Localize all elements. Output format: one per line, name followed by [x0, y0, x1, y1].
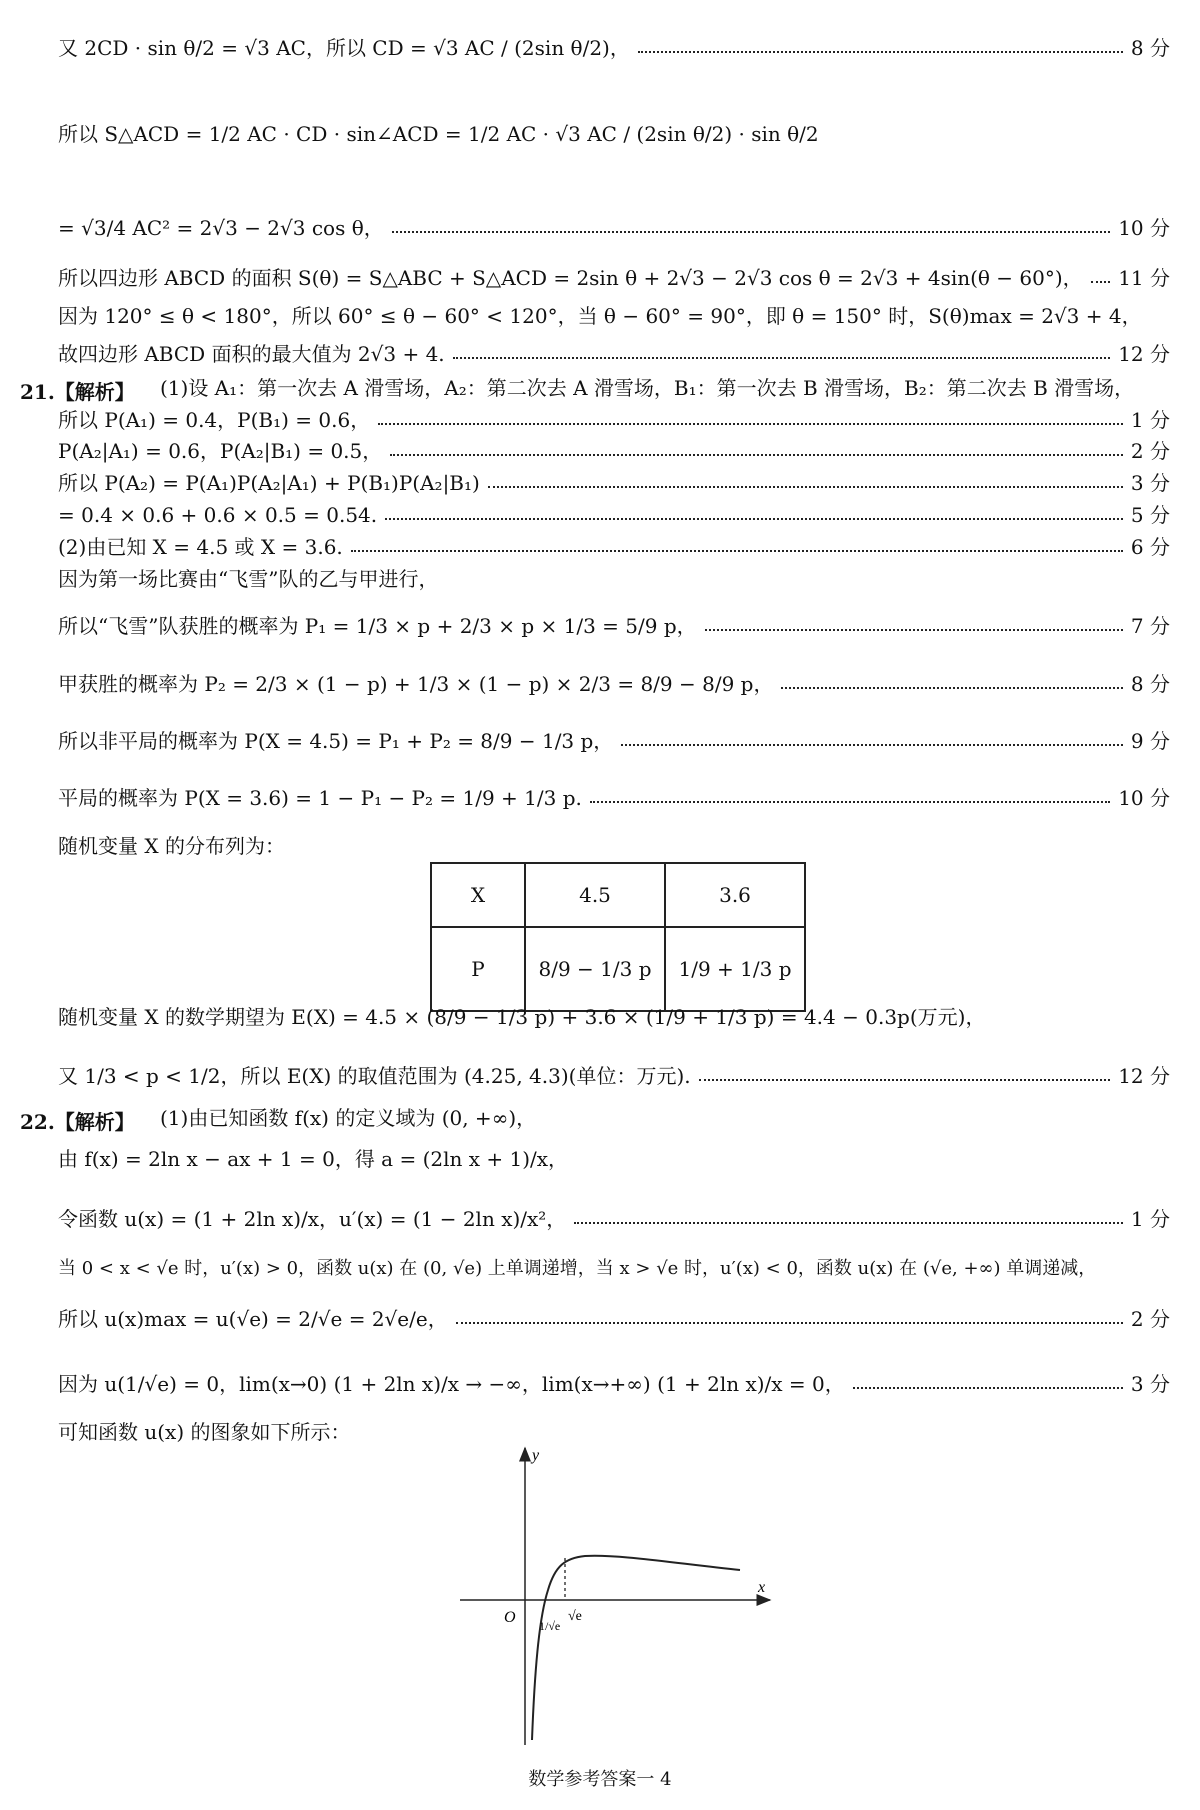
y-label: y	[532, 1447, 540, 1464]
solution-line: 可知函数 u(x) 的图象如下所示：	[58, 1420, 351, 1444]
solution-line: 因为第一场比赛由“飞雪”队的乙与甲进行，	[58, 567, 439, 591]
solution-line: 平局的概率为 P(X = 3.6) = 1 − P₁ − P₂ = 1/9 + 1/3 p. 10 分	[58, 786, 1170, 810]
solution-line: 因为 120° ≤ θ < 180°，所以 60° ≤ θ − 60° < 120°，当 θ − 60° = 90°，即 θ = 150° 时，S(θ)max = 2√3 + 4，	[58, 304, 1142, 328]
solution-line: 令函数 u(x) = (1 + 2ln x)/x，u′(x) = (1 − 2ln x)/x²， 1 分	[58, 1207, 1170, 1231]
distribution-table	[430, 862, 806, 1012]
solution-line: 因为 u(1/√e) = 0，lim(x→0) (1 + 2ln x)/x → −∞，lim(x→+∞) (1 + 2ln x)/x = 0， 3 分	[58, 1372, 1170, 1396]
solution-line: 随机变量 X 的分布列为：	[58, 834, 285, 858]
table-cell: X	[431, 863, 525, 927]
origin-label: O	[504, 1609, 516, 1626]
tick-label: √e	[568, 1609, 582, 1624]
question-number-21: 21.【解析】	[20, 380, 135, 404]
solution-line: 所以“飞雪”队获胜的概率为 P₁ = 1/3 × p + 2/3 × p × 1/3 = 5/9 p， 7 分	[58, 614, 1170, 638]
table-row	[431, 863, 805, 927]
table-row	[431, 927, 805, 1011]
curve	[532, 1556, 740, 1740]
solution-line: (2)由已知 X = 4.5 或 X = 3.6. 6 分	[58, 535, 1170, 559]
page-footer: 数学参考答案一 4	[528, 1769, 672, 1790]
solution-line: 所以 u(x)max = u(√e) = 2/√e = 2√e/e， 2 分	[58, 1307, 1170, 1331]
solution-line: P(A₂|A₁) = 0.6，P(A₂|B₁) = 0.5， 2 分	[58, 439, 1170, 463]
tick-label: 1/√e	[539, 1619, 561, 1633]
solution-line: = 0.4 × 0.6 + 0.6 × 0.5 = 0.54. 5 分	[58, 503, 1170, 527]
table-cell: 3.6	[665, 863, 805, 927]
solution-line: 又 2CD · sin θ/2 = √3 AC，所以 CD = √3 AC / (2sin θ/2)， 8 分	[58, 36, 1170, 60]
solution-line: 由 f(x) = 2ln x − ax + 1 = 0，得 a = (2ln x + 1)/x，	[58, 1147, 569, 1171]
question-number-22: 22.【解析】	[20, 1110, 135, 1134]
solution-line: 所以四边形 ABCD 的面积 S(θ) = S△ABC + S△ACD = 2sin θ + 2√3 − 2√3 cos θ = 2√3 + 4sin(θ − 60°)， 11 分	[58, 266, 1170, 290]
solution-line: 甲获胜的概率为 P₂ = 2/3 × (1 − p) + 1/3 × (1 − p) × 2/3 = 8/9 − 8/9 p， 8 分	[58, 672, 1170, 696]
table-cell: 8/9 − 1/3 p	[525, 927, 665, 1011]
solution-line: 又 1/3 < p < 1/2，所以 E(X) 的取值范围为 (4.25, 4.3)(单位：万元). 12 分	[58, 1064, 1170, 1088]
table-cell: P	[431, 927, 525, 1011]
function-graph	[440, 1440, 780, 1750]
solution-line: (1)由已知函数 f(x) 的定义域为 (0, +∞)，	[160, 1106, 537, 1130]
solution-line: 所以非平局的概率为 P(X = 4.5) = P₁ + P₂ = 8/9 − 1/3 p， 9 分	[58, 729, 1170, 753]
solution-line: 当 0 < x < √e 时，u′(x) > 0，函数 u(x) 在 (0, √e) 上单调递增，当 x > √e 时，u′(x) < 0，函数 u(x) 在 (√e, +∞) 单调递减，	[58, 1258, 1097, 1279]
solution-line: 故四边形 ABCD 面积的最大值为 2√3 + 4. 12 分	[58, 342, 1170, 366]
table-cell: 1/9 + 1/3 p	[665, 927, 805, 1011]
table-cell: 4.5	[525, 863, 665, 927]
solution-line: 随机变量 X 的数学期望为 E(X) = 4.5 × (8/9 − 1/3 p) + 3.6 × (1/9 + 1/3 p) = 4.4 − 0.3p(万元)，	[58, 1005, 986, 1029]
x-label: x	[758, 1579, 766, 1596]
solution-line: 所以 P(A₂) = P(A₁)P(A₂|A₁) + P(B₁)P(A₂|B₁) 3 分	[58, 471, 1170, 495]
solution-line: (1)设 A₁：第一次去 A 滑雪场，A₂：第二次去 A 滑雪场，B₁：第一次去 B 滑雪场，B₂：第二次去 B 滑雪场，	[160, 376, 1135, 400]
solution-line: 所以 P(A₁) = 0.4，P(B₁) = 0.6， 1 分	[58, 408, 1170, 432]
solution-line: = √3/4 AC² = 2√3 − 2√3 cos θ， 10 分	[58, 216, 1170, 240]
solution-line: 所以 S△ACD = 1/2 AC · CD · sin∠ACD = 1/2 AC · √3 AC / (2sin θ/2) · sin θ/2	[58, 122, 819, 146]
